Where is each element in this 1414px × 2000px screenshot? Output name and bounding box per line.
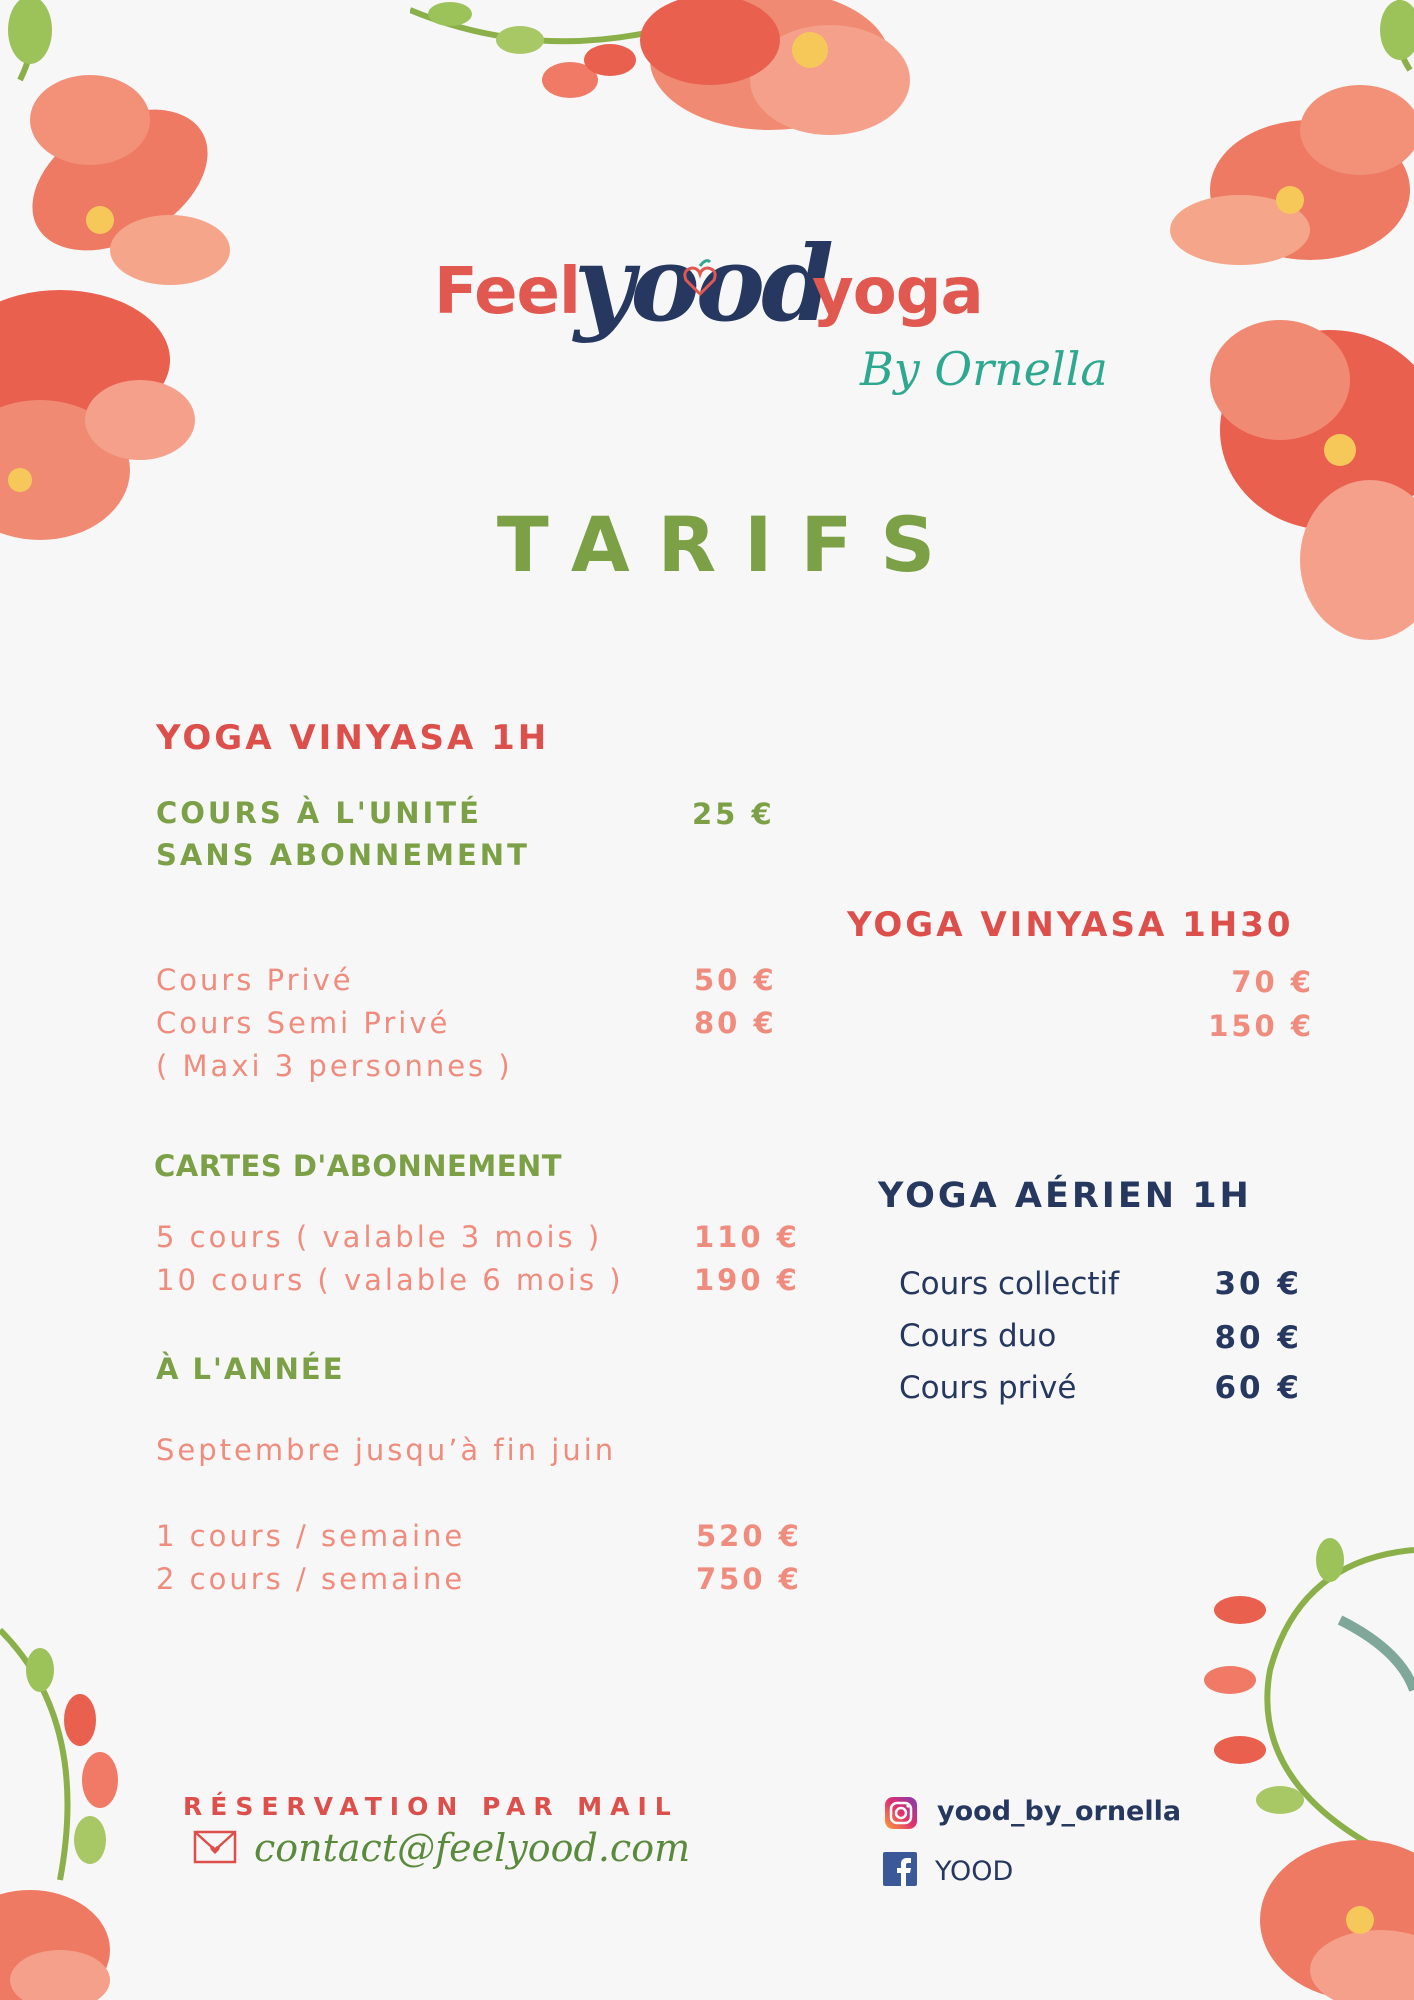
flower-decoration-bottom-left	[0, 1620, 160, 2000]
semi-private-note: ( Maxi 3 personnes )	[156, 1049, 513, 1083]
unit-course-label	[156, 792, 530, 876]
facebook-icon[interactable]	[883, 1852, 917, 1886]
logo-yoga: yoga	[812, 255, 983, 329]
annual-period: Septembre jusqu’à fin juin	[156, 1433, 617, 1467]
mail-icon	[193, 1830, 237, 1864]
annual-1-label: 1 cours / semaine	[156, 1519, 466, 1553]
aerien-prive-label: Cours privé	[899, 1370, 1077, 1406]
private-course-label: Cours Privé	[156, 963, 354, 997]
reservation-label: RÉSERVATION PAR MAIL	[183, 1792, 679, 1821]
apple-heart-icon	[680, 258, 720, 298]
aerien-collectif-label: Cours collectif	[899, 1266, 1120, 1302]
annual-1-price: 520 €	[696, 1519, 802, 1553]
page-title: TARIFS	[496, 500, 964, 589]
logo-by-ornella: By Ornella	[860, 342, 1108, 396]
logo-feel: Feel	[434, 255, 580, 329]
semi-private-course-price: 80 €	[694, 1006, 777, 1040]
section-heading-vinyasa-1h: YOGA VINYASA 1H	[156, 718, 550, 758]
flower-decoration-top-center	[410, 0, 970, 150]
section-heading-vinyasa-1h30: YOGA VINYASA 1H30	[847, 905, 1294, 945]
card-10-price: 190 €	[694, 1263, 800, 1297]
section-heading-cartes: CARTES D'ABONNEMENT	[154, 1149, 563, 1183]
unit-course-line1: COURS À L'UNITÉ	[156, 796, 482, 830]
facebook-handle[interactable]: YOOD	[935, 1856, 1014, 1887]
aerien-collectif-price: 30 €	[1214, 1266, 1302, 1302]
section-heading-annee: À L'ANNÉE	[156, 1352, 345, 1386]
vinyasa-1h30-price-1: 70 €	[1231, 965, 1314, 999]
aerien-duo-price: 80 €	[1214, 1320, 1302, 1356]
section-heading-aerien: YOGA AÉRIEN 1H	[878, 1176, 1252, 1216]
card-10-label: 10 cours ( valable 6 mois )	[156, 1263, 624, 1297]
unit-course-line2: SANS ABONNEMENT	[156, 838, 530, 872]
card-5-price: 110 €	[694, 1220, 800, 1254]
logo-yood: yood	[574, 222, 830, 345]
annual-2-price: 750 €	[696, 1562, 802, 1596]
card-5-label: 5 cours ( valable 3 mois )	[156, 1220, 603, 1254]
aerien-prive-price: 60 €	[1214, 1370, 1302, 1406]
annual-2-label: 2 cours / semaine	[156, 1562, 466, 1596]
flower-decoration-bottom-right	[1180, 1520, 1414, 2000]
vinyasa-1h30-price-2: 150 €	[1208, 1009, 1314, 1043]
instagram-icon[interactable]	[884, 1796, 918, 1830]
contact-email-link[interactable]: contact@feelyood.com	[254, 1826, 691, 1870]
semi-private-course-label: Cours Semi Privé	[156, 1006, 451, 1040]
private-course-price: 50 €	[694, 963, 777, 997]
aerien-duo-label: Cours duo	[899, 1318, 1057, 1354]
unit-course-price: 25 €	[692, 797, 775, 831]
instagram-handle[interactable]: yood_by_ornella	[937, 1796, 1182, 1827]
